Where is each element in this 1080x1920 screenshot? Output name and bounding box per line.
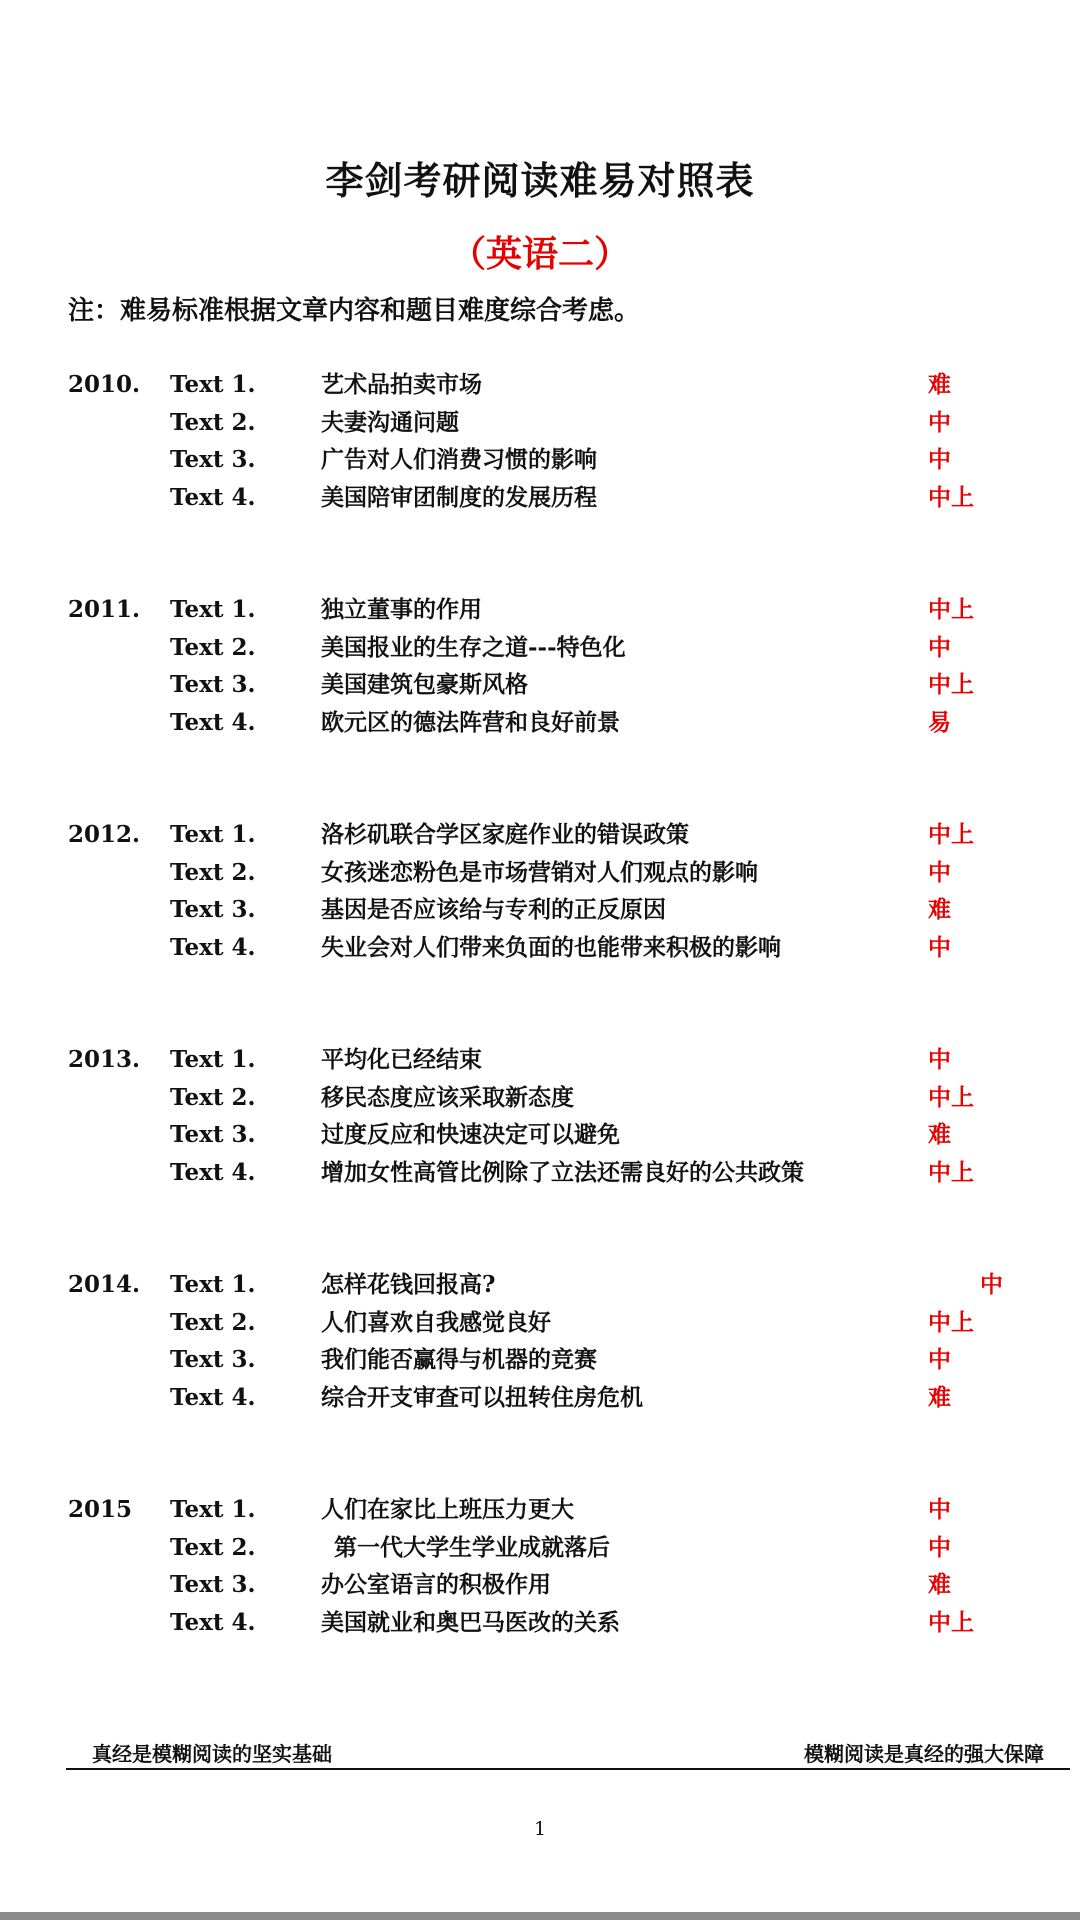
footer-right-slogan: 模糊阅读是真经的强大保障 (804, 1742, 1044, 1766)
text-topic: 独立董事的作用 (321, 596, 482, 623)
text-topic: 欧元区的德法阵营和良好前景 (321, 708, 620, 736)
text-topic: 移民态度应该采取新态度 (321, 1083, 574, 1111)
text-number: Text 3. (170, 1346, 256, 1373)
text-row (0, 704, 1080, 742)
difficulty-rating: 难 (928, 371, 951, 398)
text-row (0, 666, 1080, 704)
difficulty-rating: 中上 (928, 1308, 974, 1336)
text-number: Text 4. (170, 483, 256, 511)
text-row (0, 1041, 1080, 1079)
difficulty-rating: 中上 (928, 596, 974, 623)
year-group (0, 816, 1080, 1041)
difficulty-rating: 中 (928, 1496, 951, 1523)
difficulty-rating: 难 (928, 1571, 951, 1598)
text-number: Text 3. (170, 446, 256, 473)
viewer-bottom-bar (0, 1912, 1080, 1920)
text-topic: 增加女性高管比例除了立法还需良好的公共政策 (321, 1158, 804, 1186)
text-row (0, 1491, 1080, 1529)
difficulty-rating: 中 (928, 408, 951, 436)
difficulty-rating: 中 (980, 1271, 1003, 1298)
text-topic: 过度反应和快速决定可以避免 (321, 1121, 620, 1148)
text-number: Text 4. (170, 1608, 256, 1636)
year-label: 2014. (68, 1271, 141, 1298)
text-row (0, 1604, 1080, 1642)
difficulty-rating: 中上 (928, 1158, 974, 1186)
text-row (0, 929, 1080, 967)
text-topic: 综合开支审查可以扭转住房危机 (321, 1383, 643, 1411)
difficulty-rating: 中上 (928, 671, 974, 698)
text-topic: 怎样花钱回报高? (321, 1271, 496, 1298)
text-row (0, 891, 1080, 929)
text-number: Text 4. (170, 708, 256, 736)
text-number: Text 3. (170, 1121, 256, 1148)
year-label: 2010. (68, 371, 141, 398)
text-row (0, 1079, 1080, 1117)
text-row (0, 1154, 1080, 1192)
difficulty-rating: 中 (928, 1046, 951, 1073)
text-number: Text 2. (170, 858, 256, 886)
difficulty-rating: 中上 (928, 1083, 974, 1111)
year-group (0, 1491, 1080, 1716)
text-topic: 美国陪审团制度的发展历程 (321, 483, 597, 511)
difficulty-rating: 中 (928, 446, 951, 473)
difficulty-rating: 中 (928, 858, 951, 886)
text-topic: 广告对人们消费习惯的影响 (321, 446, 597, 473)
year-label: 2012. (68, 821, 141, 848)
year-groups (0, 366, 1080, 1716)
text-number: Text 4. (170, 1383, 256, 1411)
difficulty-rating: 中 (928, 1346, 951, 1373)
text-topic: 第一代大学生学业成就落后 (334, 1533, 610, 1561)
year-group (0, 366, 1080, 591)
text-number: Text 1. (170, 596, 256, 623)
difficulty-rating: 中 (928, 933, 951, 961)
page-number: 1 (533, 1818, 547, 1840)
difficulty-rating: 难 (928, 1121, 951, 1148)
text-number: Text 1. (170, 1271, 256, 1298)
text-number: Text 3. (170, 671, 256, 698)
text-number: Text 2. (170, 408, 256, 436)
text-row (0, 1266, 1080, 1304)
difficulty-rating: 中 (928, 1533, 951, 1561)
year-group (0, 1041, 1080, 1266)
difficulty-rating: 难 (928, 1383, 951, 1411)
text-topic: 女孩迷恋粉色是市场营销对人们观点的影响 (321, 858, 758, 886)
text-row (0, 366, 1080, 404)
text-row (0, 441, 1080, 479)
text-row (0, 404, 1080, 442)
difficulty-rating: 易 (928, 708, 951, 736)
difficulty-rating: 中 (928, 633, 951, 661)
text-topic: 基因是否应该给与专利的正反原因 (321, 896, 666, 923)
footer-divider (66, 1768, 1070, 1770)
document-title: 李剑考研阅读难易对照表 (325, 158, 755, 203)
text-row (0, 1529, 1080, 1567)
text-topic: 夫妻沟通问题 (321, 408, 459, 436)
text-topic: 洛杉矶联合学区家庭作业的错误政策 (321, 821, 689, 848)
text-topic: 人们在家比上班压力更大 (321, 1496, 574, 1523)
text-topic: 美国就业和奥巴马医改的关系 (321, 1608, 620, 1636)
text-topic: 平均化已经结束 (321, 1046, 482, 1073)
text-number: Text 4. (170, 1158, 256, 1186)
text-number: Text 3. (170, 896, 256, 923)
year-group (0, 1266, 1080, 1491)
text-topic: 我们能否赢得与机器的竞赛 (321, 1346, 597, 1373)
year-group (0, 591, 1080, 816)
text-row (0, 854, 1080, 892)
difficulty-rating: 中上 (928, 821, 974, 848)
text-number: Text 2. (170, 1533, 256, 1561)
year-label: 2011. (68, 596, 141, 623)
year-label: 2013. (68, 1046, 141, 1073)
text-row (0, 629, 1080, 667)
text-row (0, 591, 1080, 629)
document-subtitle: （英语二） (449, 233, 630, 275)
text-topic: 美国建筑包豪斯风格 (321, 671, 528, 698)
text-number: Text 1. (170, 371, 256, 398)
difficulty-rating: 中上 (928, 1608, 974, 1636)
text-number: Text 2. (170, 633, 256, 661)
text-number: Text 2. (170, 1308, 256, 1336)
text-number: Text 1. (170, 821, 256, 848)
text-topic: 艺术品拍卖市场 (321, 371, 482, 398)
text-topic: 办公室语言的积极作用 (321, 1571, 551, 1598)
text-number: Text 2. (170, 1083, 256, 1111)
text-topic: 美国报业的生存之道---特色化 (321, 633, 626, 661)
difficulty-rating: 中上 (928, 483, 974, 511)
text-number: Text 3. (170, 1571, 256, 1598)
text-row (0, 1379, 1080, 1417)
text-row (0, 1304, 1080, 1342)
text-number: Text 1. (170, 1046, 256, 1073)
text-row (0, 1341, 1080, 1379)
difficulty-rating: 难 (928, 896, 951, 923)
text-row (0, 479, 1080, 517)
note-text: 注：难易标准根据文章内容和题目难度综合考虑。 (68, 296, 641, 326)
text-row (0, 1116, 1080, 1154)
text-row (0, 1566, 1080, 1604)
footer-left-slogan: 真经是模糊阅读的坚实基础 (92, 1742, 332, 1766)
text-number: Text 4. (170, 933, 256, 961)
text-row (0, 816, 1080, 854)
text-topic: 失业会对人们带来负面的也能带来积极的影响 (321, 933, 781, 961)
year-label: 2015 (68, 1496, 133, 1523)
text-topic: 人们喜欢自我感觉良好 (321, 1308, 551, 1336)
text-number: Text 1. (170, 1496, 256, 1523)
